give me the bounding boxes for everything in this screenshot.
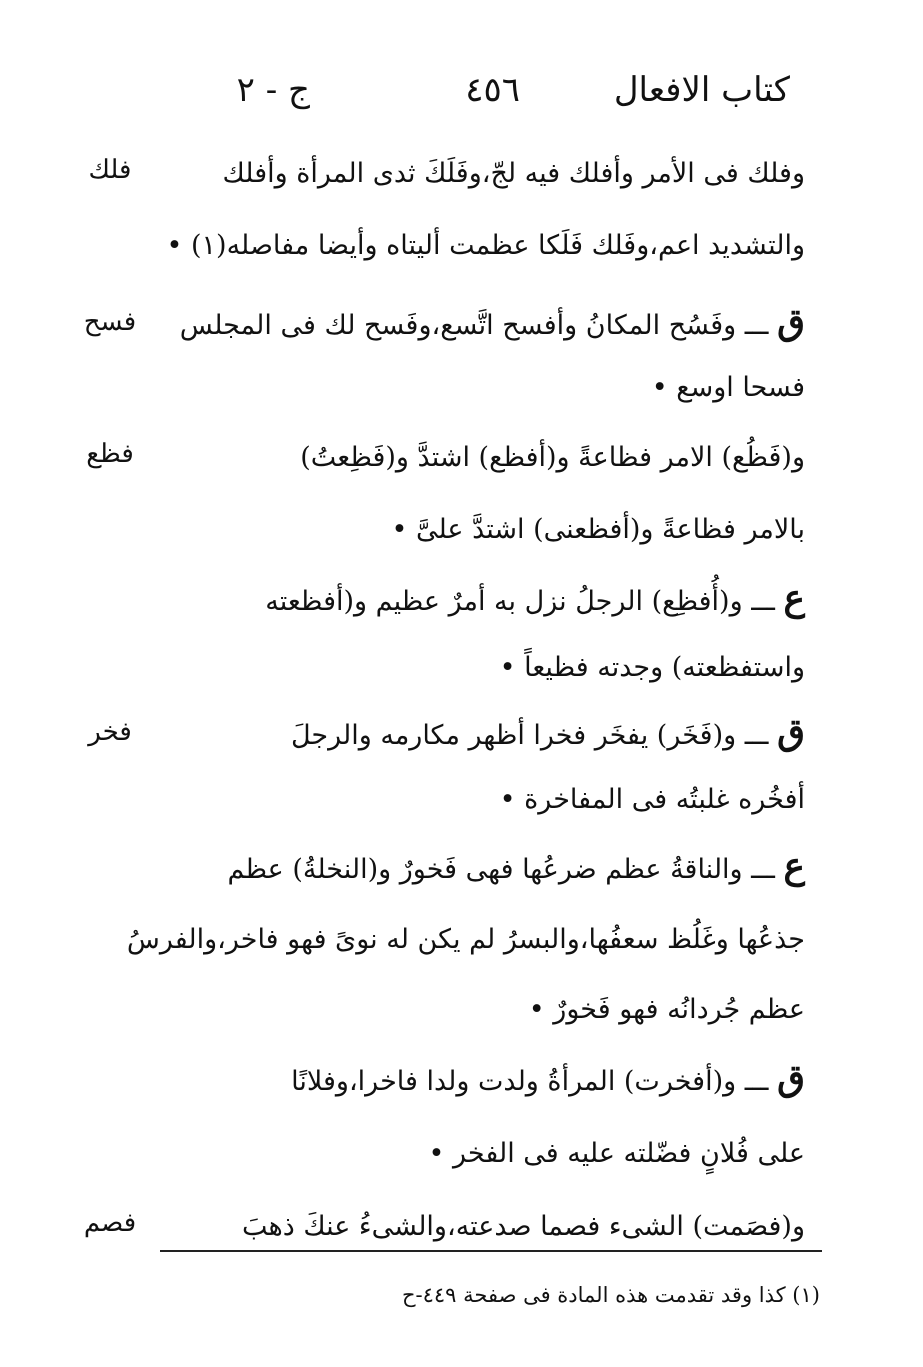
- text-line: [175, 302, 805, 346]
- line-text: و(فصَمت) الشىء فصما صدعته،والشىءُ عنكَ ذهبَ: [241, 1211, 805, 1242]
- page-header: [190, 70, 790, 130]
- line-text: و(فَظُع) الامر فظاعةً و(أفظع) اشتدَّ و(فَظِعتُ): [300, 442, 805, 473]
- book-title: كتاب الافعال: [613, 70, 790, 110]
- text-line: [175, 1203, 805, 1247]
- text-line: [175, 578, 805, 622]
- text-line: [175, 1130, 805, 1174]
- section-letter: ق: [777, 711, 805, 753]
- line-text: وفلك فى الأمر وأفلك فيه لجّ،وفَلَكَ ثدى المرأة وأفلك: [222, 158, 805, 189]
- line-text: واستفظعته) وجدته فظيعاً •: [499, 652, 805, 683]
- line-text: على فُلانٍ فضّلته عليه فى الفخر •: [428, 1138, 805, 1169]
- section-letter: ع: [783, 577, 805, 619]
- line-text: جذعُها وغَلُظ سعفُها،والبسرُ لم يكن له نوىً فهو فاخر،والفرسُ: [126, 924, 805, 955]
- text-line: [166, 222, 805, 266]
- text-line: [175, 712, 805, 756]
- volume-label: ج - ٢: [236, 70, 310, 110]
- line-text: ـــ و(فَخَر) يفخَر فخرا أظهر مكارمه والرجلَ: [290, 720, 769, 751]
- text-line: [175, 986, 805, 1030]
- text-line: [175, 846, 805, 890]
- line-text: أفخُره غلبتُه فى المفاخرة •: [499, 784, 805, 815]
- line-text: ـــ وفَسُح المكانُ وأفسح اتَّسع،وفَسح لك فى المجلس: [179, 310, 769, 341]
- section-letter: ق: [777, 1057, 805, 1099]
- text-line: [175, 364, 805, 408]
- text-line: [126, 916, 805, 960]
- line-text: ـــ والناقةُ عظم ضرعُها فهى فَخورٌ و(النخلةُ) عظم: [227, 854, 775, 885]
- footnote: (١) كذا وقد تقدمت هذه المادة فى صفحة ٤٤٩-ح: [401, 1283, 820, 1307]
- section-letter: ق: [777, 301, 805, 343]
- line-text: عظم جُردانُه فهو فَخورٌ •: [528, 994, 805, 1025]
- margin-word: فلك: [88, 155, 132, 185]
- line-text: والتشديد اعم،وفَلك فَلَكا عظمت أليتاه وأيضا مفاصله(١) •: [166, 230, 805, 261]
- text-line: [175, 150, 805, 194]
- margin-word: فصم: [83, 1208, 137, 1238]
- margin-word: فخر: [88, 717, 132, 747]
- text-line: [175, 1058, 805, 1102]
- text-line: [175, 506, 805, 550]
- page-number: ٤٥٦: [465, 70, 520, 110]
- line-text: ـــ و(أفخرت) المرأةُ ولدت ولدا فاخرا،وفلانًا: [291, 1066, 769, 1097]
- margin-word: فسح: [83, 307, 137, 337]
- text-line: [175, 776, 805, 820]
- text-line: [175, 644, 805, 688]
- line-text: فسحا اوسع •: [651, 372, 805, 403]
- text-line: [175, 434, 805, 478]
- line-text: ـــ و(أُفظِع) الرجلُ نزل به أمرٌ عظيم و(أفظعته: [265, 586, 775, 617]
- line-text: بالامر فظاعةً و(أفظعنى) اشتدَّ علىَّ •: [391, 514, 805, 545]
- footnote-divider: [160, 1250, 822, 1252]
- section-letter: ع: [783, 845, 805, 887]
- margin-word: فظع: [86, 439, 134, 469]
